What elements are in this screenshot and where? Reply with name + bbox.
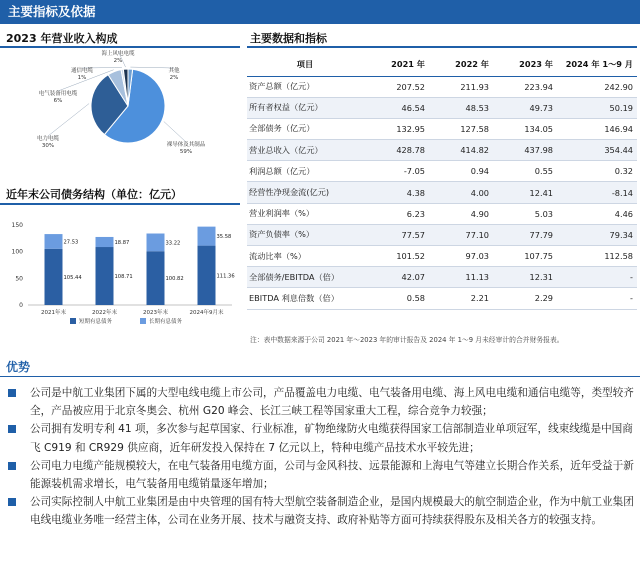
bar-long-debt xyxy=(198,227,216,246)
advantage-text: 公司实际控制人中航工业集团是由中央管理的国有特大型航空装备制造企业，是国内规模最大的航空制造企业，作为中航工业集团电线电缆业务唯一经营主体，公司在业务开展、技术与融资支持、政府补贴等方面可持续获得股东及相关各方的较强支持。 xyxy=(30,496,634,527)
row-label: EBITDA 利息倍数（倍） xyxy=(247,288,367,309)
bar-short-debt xyxy=(147,251,165,305)
table-row xyxy=(247,76,637,97)
section-banner: 主要指标及依据 xyxy=(0,0,640,24)
key-metrics-table xyxy=(247,54,637,310)
header-item: 项目 xyxy=(247,54,367,76)
key-metrics-divider xyxy=(247,46,637,48)
table-row xyxy=(247,118,637,139)
square-bullet-icon xyxy=(8,389,16,397)
table-cell: 0.58 xyxy=(367,288,429,309)
table-cell: 12.41 xyxy=(493,182,557,203)
table-cell: - xyxy=(557,267,637,288)
header-2024-q1-q3: 2024 年 1～9 月 xyxy=(557,54,637,76)
table-header-row xyxy=(247,54,637,76)
table-cell: 354.44 xyxy=(557,140,637,161)
advantage-item xyxy=(8,493,634,529)
table-cell: 101.52 xyxy=(367,246,429,267)
table-cell: 0.94 xyxy=(429,161,493,182)
row-label: 资产负债率（%） xyxy=(247,224,367,245)
bar-value-label: 18.87 xyxy=(114,239,130,246)
revenue-pie-chart xyxy=(0,48,240,158)
row-label: 全部债务/EBITDA（倍） xyxy=(247,267,367,288)
bar-value-label: 33.22 xyxy=(165,240,181,247)
x-tick-label: 2023年末 xyxy=(143,310,168,316)
table-cell: 50.19 xyxy=(557,97,637,118)
legend-label: 长期有息债务 xyxy=(149,319,183,325)
table-row xyxy=(247,288,637,309)
advantage-item xyxy=(8,384,634,420)
pie-slice-percent: 1% xyxy=(77,75,87,81)
table-cell: 79.34 xyxy=(557,224,637,245)
revenue-composition-title: 2023 年营业收入构成 xyxy=(6,32,118,45)
bar-short-debt xyxy=(96,247,114,305)
bar-value-label: 108.71 xyxy=(114,274,133,281)
table-cell: 46.54 xyxy=(367,97,429,118)
header-2021: 2021 年 xyxy=(367,54,429,76)
table-row xyxy=(247,267,637,288)
y-tick-label: 100 xyxy=(11,248,23,256)
y-tick-label: 50 xyxy=(15,275,23,283)
table-cell: 49.73 xyxy=(493,97,557,118)
table-cell: 4.46 xyxy=(557,203,637,224)
pie-slice-percent: 2% xyxy=(169,75,179,81)
advantage-item xyxy=(8,420,634,456)
table-cell: 12.31 xyxy=(493,267,557,288)
advantage-text: 公司拥有发明专利 41 项，多次参与起草国家、行业标准，矿物绝缘防火电缆获得国家工信部制造业单项冠军，线束线缆是中国商飞 C919 和 CR929 供应商，近年研发投入保持在 7 亿元以上，特种电缆产品技术水平较先进； xyxy=(30,423,633,454)
table-cell: 134.05 xyxy=(493,118,557,139)
table-row xyxy=(247,224,637,245)
pie-slice-percent: 2% xyxy=(113,58,123,64)
square-bullet-icon xyxy=(8,498,16,506)
table-cell: 77.10 xyxy=(429,224,493,245)
table-cell: 0.55 xyxy=(493,161,557,182)
legend-swatch-long-debt xyxy=(140,318,146,324)
table-row xyxy=(247,161,637,182)
row-label: 所有者权益（亿元） xyxy=(247,97,367,118)
x-tick-label: 2022年末 xyxy=(92,310,117,316)
table-cell: 4.00 xyxy=(429,182,493,203)
row-label: 经营性净现金流(亿元) xyxy=(247,182,367,203)
key-metrics-title: 主要数据和指标 xyxy=(250,32,327,45)
header-2022: 2022 年 xyxy=(429,54,493,76)
bar-long-debt xyxy=(45,234,63,249)
table-cell: - xyxy=(557,288,637,309)
table-cell: 42.07 xyxy=(367,267,429,288)
table-cell: 242.90 xyxy=(557,76,637,97)
square-bullet-icon xyxy=(8,425,16,433)
table-cell: 5.03 xyxy=(493,203,557,224)
pie-slice-percent: 59% xyxy=(179,149,193,155)
bar-value-label: 111.36 xyxy=(216,273,235,280)
table-cell: -7.05 xyxy=(367,161,429,182)
bar-long-debt xyxy=(147,234,165,252)
table-cell: 4.38 xyxy=(367,182,429,203)
bar-value-label: 100.82 xyxy=(165,276,184,283)
table-cell: 414.82 xyxy=(429,140,493,161)
advantage-text: 公司是中航工业集团下属的大型电线电缆上市公司，产品覆盖电力电缆、电气装备用电缆、海上风电电缆和通信电缆等，类型较齐全，产品被应用于北京冬奥会、杭州 G20 峰会、长江三峡工程等国家重大工程，综合竞争力较强； xyxy=(30,387,634,418)
legend-label: 短期有息债务 xyxy=(79,319,113,325)
debt-bar-chart xyxy=(0,205,240,335)
table-cell: 2.21 xyxy=(429,288,493,309)
row-label: 全部债务（亿元） xyxy=(247,118,367,139)
bar-value-label: 35.58 xyxy=(216,234,232,241)
square-bullet-icon xyxy=(8,462,16,470)
table-row xyxy=(247,182,637,203)
table-cell: 223.94 xyxy=(493,76,557,97)
advantages-divider xyxy=(0,376,640,377)
table-cell: 2.29 xyxy=(493,288,557,309)
table-cell: 207.52 xyxy=(367,76,429,97)
table-cell: 437.98 xyxy=(493,140,557,161)
table-cell: 97.03 xyxy=(429,246,493,267)
advantages-title: 优势 xyxy=(6,360,31,374)
table-cell: 428.78 xyxy=(367,140,429,161)
pie-slice-label: 通信电缆 xyxy=(70,68,94,74)
x-tick-label: 2021年末 xyxy=(41,310,66,316)
table-cell: 127.58 xyxy=(429,118,493,139)
bar-long-debt xyxy=(96,237,114,247)
bar-short-debt xyxy=(198,246,216,305)
table-note: 注：表中数据来源于公司 2021 年～2023 年的审计报告及 2024 年 1～9 月未经审计的合并财务报表。 xyxy=(250,336,564,344)
row-label: 利润总额（亿元） xyxy=(247,161,367,182)
pie-leader-line xyxy=(130,67,174,68)
table-cell: 77.57 xyxy=(367,224,429,245)
row-label: 流动比率（%） xyxy=(247,246,367,267)
table-row xyxy=(247,140,637,161)
row-label: 营业总收入（亿元） xyxy=(247,140,367,161)
table-cell: 11.13 xyxy=(429,267,493,288)
header-2023: 2023 年 xyxy=(493,54,557,76)
bar-value-label: 27.53 xyxy=(63,239,79,246)
pie-slice-label: 电气装备用电缆 xyxy=(38,91,78,97)
y-tick-label: 150 xyxy=(11,222,23,229)
row-label: 资产总额（亿元） xyxy=(247,76,367,97)
table-cell: 107.75 xyxy=(493,246,557,267)
table-row xyxy=(247,97,637,118)
table-cell: 211.93 xyxy=(429,76,493,97)
table-cell: 48.53 xyxy=(429,97,493,118)
table-cell: 132.95 xyxy=(367,118,429,139)
pie-slice-percent: 30% xyxy=(41,143,55,149)
table-cell: 0.32 xyxy=(557,161,637,182)
row-label: 营业利润率（%） xyxy=(247,203,367,224)
bar-short-debt xyxy=(45,249,63,305)
legend-swatch-short-debt xyxy=(70,318,76,324)
debt-structure-title: 近年末公司债务结构（单位：亿元） xyxy=(6,188,182,201)
pie-slice-label: 其他 xyxy=(168,68,180,74)
x-tick-label: 2024年9月末 xyxy=(189,310,224,316)
table-row xyxy=(247,203,637,224)
table-cell: 6.23 xyxy=(367,203,429,224)
table-cell: 4.90 xyxy=(429,203,493,224)
pie-slice-label: 海上风电电缆 xyxy=(101,51,135,57)
advantages-list xyxy=(8,384,634,530)
table-cell: 112.58 xyxy=(557,246,637,267)
table-row xyxy=(247,246,637,267)
pie-leader-line xyxy=(48,104,89,136)
advantage-text: 公司电力电缆产能规模较大，在电气装备用电缆方面，公司与金风科技、远景能源和上海电气等建立长期合作关系，近年受益于新能源装机需求增长，电气装备用电缆销量逐年增加； xyxy=(30,459,634,491)
table-cell: 146.94 xyxy=(557,118,637,139)
bar-value-label: 105.44 xyxy=(63,274,82,281)
table-cell: 77.79 xyxy=(493,224,557,245)
y-tick-label: 0 xyxy=(19,302,23,309)
pie-slice-label: 电力电缆 xyxy=(36,136,60,142)
table-cell: -8.14 xyxy=(557,182,637,203)
pie-leader-line xyxy=(164,121,186,142)
advantage-item xyxy=(8,457,634,493)
pie-slice-label: 裸导体及其制品 xyxy=(166,142,206,148)
pie-slice-percent: 6% xyxy=(53,98,63,104)
